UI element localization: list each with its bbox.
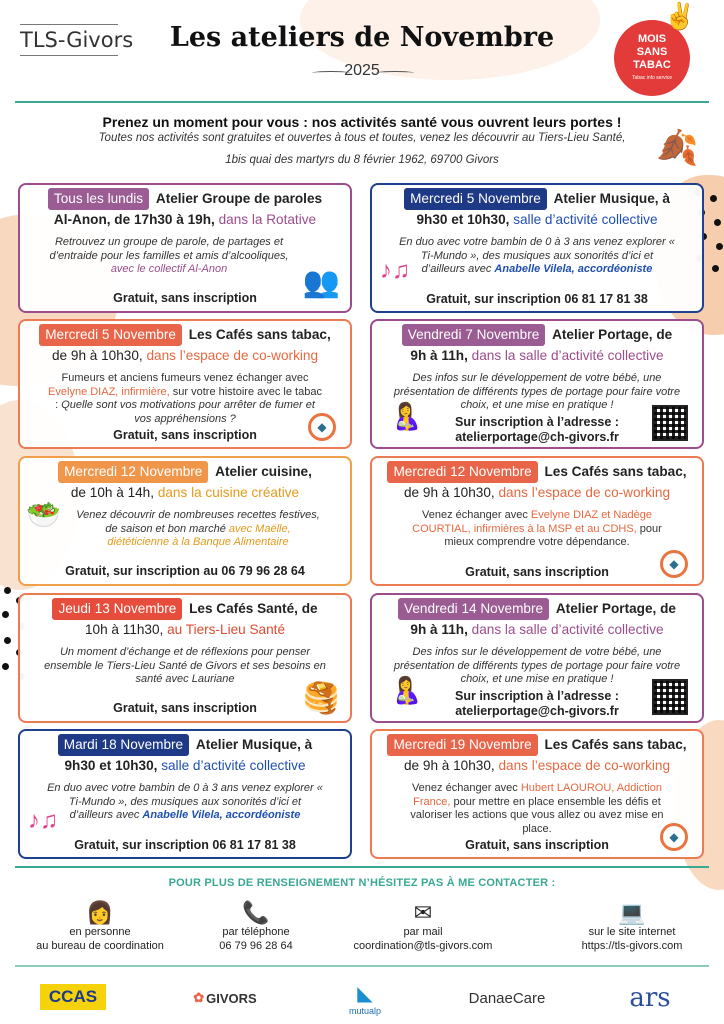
divider <box>15 965 709 967</box>
card-time: de 9h à 10h30, <box>403 485 495 500</box>
date-tag: Mercredi 19 Novembre <box>387 734 537 756</box>
footer-email: atelierportage@ch-givors.fr <box>455 704 619 718</box>
card-title: Atelier Musique <box>553 191 655 206</box>
card-cafes-sans-tabac-19 <box>370 729 704 859</box>
card-description <box>380 782 694 836</box>
badge-subtext: Tabac info service <box>631 75 673 81</box>
partners-bar <box>0 978 724 1018</box>
card-description <box>28 646 342 687</box>
badge-text: TABAC <box>633 59 671 71</box>
qr-code[interactable] <box>652 679 688 715</box>
badge-text: MOIS <box>637 33 667 45</box>
contact-label: en personne <box>69 926 131 938</box>
card-description <box>28 236 342 277</box>
footer-line: Sur inscription à l’adresse : <box>455 689 619 703</box>
card-header <box>28 461 342 503</box>
intro-address: 1bis quai des martyrs du 8 février 1962, 69700 Givors <box>225 154 499 166</box>
ccas-logo: CCAS <box>40 984 106 1010</box>
card-description <box>380 646 694 687</box>
card-location: au Tiers-Lieu Santé <box>167 622 286 637</box>
contact-value: au bureau de coordination <box>36 940 164 952</box>
title-suffix: , à <box>654 191 670 206</box>
card-footer: Gratuit, sur inscription au 06 79 96 28 64 <box>65 564 305 578</box>
intro-subline: Toutes nos activités sont gratuites et ouvertes à tous et toutes, venez les découvrir au Tiers-Lieu Santé, <box>98 132 626 144</box>
card-cafes-sante <box>18 593 352 723</box>
card-description <box>28 782 342 823</box>
card-title: Les Cafés sans tabac <box>544 737 683 752</box>
card-header <box>28 734 342 776</box>
card-location: dans la cuisine créative <box>157 485 300 500</box>
desc-highlight: Evelyne DIAZ, infirmière, <box>48 385 170 398</box>
card-cafes-sans-tabac-12 <box>370 456 704 586</box>
title-suffix: , <box>682 464 687 479</box>
card-time: 9h30 et 10h30, <box>64 758 158 773</box>
card-footer: Gratuit, sans inscription <box>113 428 257 442</box>
card-description <box>380 372 694 413</box>
ars-text: ars <box>629 983 671 1013</box>
desc-text: Venez découvrir de nombreuses recettes festives, de saison et bon marché <box>76 509 320 535</box>
card-location: dans l’espace de co-working <box>498 485 671 500</box>
givors-logo <box>185 978 265 1018</box>
desc-highlight: avec Maëlle, diététicienne à la Banque Alimentaire <box>107 522 291 548</box>
card-location: dans la Rotative <box>218 212 317 227</box>
contact-value[interactable]: https://tls-givors.com <box>581 940 683 952</box>
badge-text: SANS <box>636 46 668 58</box>
card-title: Les Cafés sans tabac <box>188 327 327 342</box>
title-suffix: , de <box>648 327 673 342</box>
card-description <box>380 509 694 550</box>
date-tag: Vendredi 7 Novembre <box>402 324 545 346</box>
date-tag: Jeudi 13 Novembre <box>52 598 182 620</box>
divider <box>15 101 709 103</box>
phone-icon: 📞 <box>242 900 270 925</box>
contact-value[interactable]: coordination@tls-givors.com <box>353 940 493 952</box>
card-description <box>28 509 342 550</box>
card-title: Les Cafés Santé <box>189 601 295 616</box>
card-footer: Gratuit, sans inscription <box>113 291 257 305</box>
card-location: salle d’activité collective <box>161 758 306 773</box>
ars-logo <box>620 978 680 1018</box>
card-title: Atelier Groupe de paroles <box>155 191 323 206</box>
date-tag: Tous les lundis <box>48 188 149 210</box>
desc-highlight: Hubert LAOUROU, Addiction France, <box>413 782 663 808</box>
card-title: Atelier Portage <box>555 601 653 616</box>
desc-text: Retrouvez un groupe de parole, de partages et d’entraide pour les familles et amis d’alcooliques, <box>49 236 289 262</box>
contact-label: par mail <box>403 926 443 938</box>
card-footer: Gratuit, sur inscription 06 81 17 81 38 <box>74 838 296 852</box>
laptop-icon: 💻 <box>618 900 646 925</box>
card-header <box>380 734 694 776</box>
givors-mark-icon: ✿ <box>193 990 205 1005</box>
card-time: 10h à 11h30, <box>84 622 164 637</box>
page-title: Les ateliers de Novembre <box>169 22 555 53</box>
card-header <box>380 598 694 640</box>
footer-email: atelierportage@ch-givors.fr <box>455 430 619 444</box>
card-time: de 9h à 10h30, <box>51 348 143 363</box>
card-atelier-cuisine <box>18 456 352 586</box>
desc-text: sur votre histoire avec le tabac : <box>55 385 322 411</box>
card-footer: Gratuit, sur inscription 06 81 17 81 38 <box>426 292 648 306</box>
card-location: dans la salle d’activité collective <box>471 622 664 637</box>
card-footer: Gratuit, sans inscription <box>465 565 609 579</box>
tls-givors-logo: TLS-Givors <box>20 28 134 52</box>
contact-in-person <box>15 900 185 952</box>
desc-text: pour mettre en place ensemble les défis et valoriser les actions que vous allez ou avez mise en place. <box>410 795 664 835</box>
contact-mail <box>338 900 508 952</box>
card-time: de 9h à 10h30, <box>403 758 495 773</box>
desc-text: Venez échanger avec <box>411 782 518 794</box>
desc-highlight: Evelyne DIAZ et Nadège COURTIAL, infirmières à la MSP et au CDHS, <box>412 509 652 535</box>
mutualp-text: mutualp <box>348 1005 382 1016</box>
date-tag: Mercredi 12 Novembre <box>58 461 208 483</box>
date-tag: Vendredi 14 Novembre <box>398 598 549 620</box>
contact-phone <box>171 900 341 952</box>
card-description <box>380 236 694 277</box>
card-cafes-sans-tabac-5 <box>18 319 352 449</box>
contact-title: POUR PLUS DE RENSEIGNEMENT N’HÉSITEZ PAS À ME CONTACTER : <box>168 877 556 889</box>
year-label: 2025 <box>344 62 380 79</box>
title-suffix: , de <box>294 601 318 616</box>
date-tag: Mercredi 12 Novembre <box>387 461 537 483</box>
card-title: Atelier cuisine <box>215 464 309 479</box>
card-header <box>28 324 342 366</box>
card-atelier-musique-18 <box>18 729 352 859</box>
desc-highlight: Anabelle Vilela, accordéoniste <box>142 809 301 821</box>
baby-carrier-icon: 🤱 <box>390 401 423 431</box>
mutualp-mark-icon: ◣ <box>357 982 373 1005</box>
card-location: dans l’espace de co-working <box>146 348 319 363</box>
no-smoking-icon: ◆ <box>660 823 688 851</box>
card-title: Atelier Portage <box>552 327 649 342</box>
contact-label: sur le site internet <box>588 926 676 938</box>
year-swirl <box>312 71 350 75</box>
intro-headline: Prenez un moment pour vous : nos activités santé vous ouvrent leurs portes ! <box>102 114 622 130</box>
card-time: 9h à 11h, <box>410 622 468 637</box>
card-atelier-musique-5 <box>370 183 704 313</box>
desc-highlight: Anabelle Vilela, accordéoniste <box>494 263 653 275</box>
title-suffix: , <box>682 737 687 752</box>
contact-value[interactable]: 06 79 96 28 64 <box>219 940 293 952</box>
card-time: 9h30 et 10h30, <box>416 212 510 227</box>
logo-line <box>20 55 118 56</box>
desc-text: Un moment d’échange et de réflexions pour penser ensemble le Tiers-Lieu Santé de Givors et ses besoins en santé avec Lauriane <box>44 646 326 685</box>
desc-italic: Quelle sont vos motivations pour arrêter de fumer et vos appréhensions ? <box>61 399 315 425</box>
card-description <box>28 372 342 426</box>
card-header <box>28 188 342 230</box>
title-suffix: , de <box>652 601 676 616</box>
no-smoking-icon: ◆ <box>660 550 688 578</box>
card-location: salle d’activité collective <box>513 212 658 227</box>
date-tag: Mercredi 5 Novembre <box>404 188 547 210</box>
title-suffix: , <box>308 464 312 479</box>
music-notes-icon: ♪♫ <box>380 257 410 284</box>
mois-sans-tabac-badge <box>614 1 696 96</box>
contact-label: par téléphone <box>222 926 290 938</box>
card-header <box>28 598 342 640</box>
desc-text: Des infos sur le développement de votre bébé, une présentation de différents types de portage pour faire votre choix, et une mise en pratique ! <box>393 372 681 411</box>
card-header <box>380 461 694 503</box>
victory-hand-icon: ✌ <box>663 1 696 31</box>
contact-website <box>547 900 717 952</box>
date-tag: Mercredi 5 Novembre <box>39 324 182 346</box>
desc-text: En duo avec votre bambin de 0 à 3 ans venez explorer « Ti-Mundo », des musiques aux sonorités d’ici et d’ailleurs avec <box>47 782 323 821</box>
qr-code[interactable] <box>652 405 688 441</box>
desc-text: Fumeurs et anciens fumeurs venez échanger avec <box>61 372 309 384</box>
footer-line: Sur inscription à l’adresse : <box>455 415 619 429</box>
card-time: de 10h à 14h, <box>70 485 155 500</box>
baby-carrier-icon: 🤱 <box>390 675 423 705</box>
desc-text: En duo avec votre bambin de 0 à 3 ans venez explorer « Ti-Mundo », des musiques aux sonorités d’ici et d’ailleurs avec <box>399 236 675 275</box>
danaecare-logo: DanaeCare <box>468 989 546 1007</box>
card-header <box>380 188 694 230</box>
desc-text: pour mieux comprendre votre dépendance. <box>444 522 662 548</box>
desc-text: Venez échanger avec <box>422 509 528 521</box>
card-groupe-paroles <box>18 183 352 313</box>
year-swirl <box>376 71 414 75</box>
pancake-icon: 🥞 <box>302 682 340 715</box>
card-footer: Gratuit, sans inscription <box>113 701 257 715</box>
card-location: dans l’espace de co-working <box>498 758 671 773</box>
title-suffix: , <box>326 327 331 342</box>
card-header <box>380 324 694 366</box>
person-icon: 👩 <box>86 900 114 925</box>
card-atelier-portage-7 <box>370 319 704 449</box>
card-title: Les Cafés sans tabac <box>544 464 683 479</box>
music-notes-icon: ♪♫ <box>28 807 58 834</box>
mail-icon: ✉ <box>413 900 433 925</box>
mutualp-logo <box>335 978 395 1018</box>
date-tag: Mardi 18 Novembre <box>58 734 189 756</box>
title-suffix: , à <box>297 737 313 752</box>
givors-text: GIVORS <box>206 990 257 1006</box>
food-icon: 🥗 <box>26 499 61 530</box>
card-time: 9h à 11h, <box>410 348 468 363</box>
no-smoking-icon: ◆ <box>308 413 336 441</box>
autumn-leaves-icon: 🍂 <box>656 129 699 167</box>
card-time: Al-Anon, de 17h30 à 19h, <box>53 212 215 227</box>
divider <box>15 866 709 868</box>
card-atelier-portage-14 <box>370 593 704 723</box>
desc-text: Des infos sur le développement de votre bébé, une présentation de différents types de portage pour faire votre choix, et une mise en pratique ! <box>393 646 681 685</box>
card-title: Atelier Musique <box>195 737 298 752</box>
group-people-icon: 👥 <box>302 266 340 299</box>
card-location: dans la salle d’activité collective <box>471 348 664 363</box>
card-footer: Gratuit, sans inscription <box>465 838 609 852</box>
desc-highlight: avec le collectif Al-Anon <box>110 263 228 275</box>
